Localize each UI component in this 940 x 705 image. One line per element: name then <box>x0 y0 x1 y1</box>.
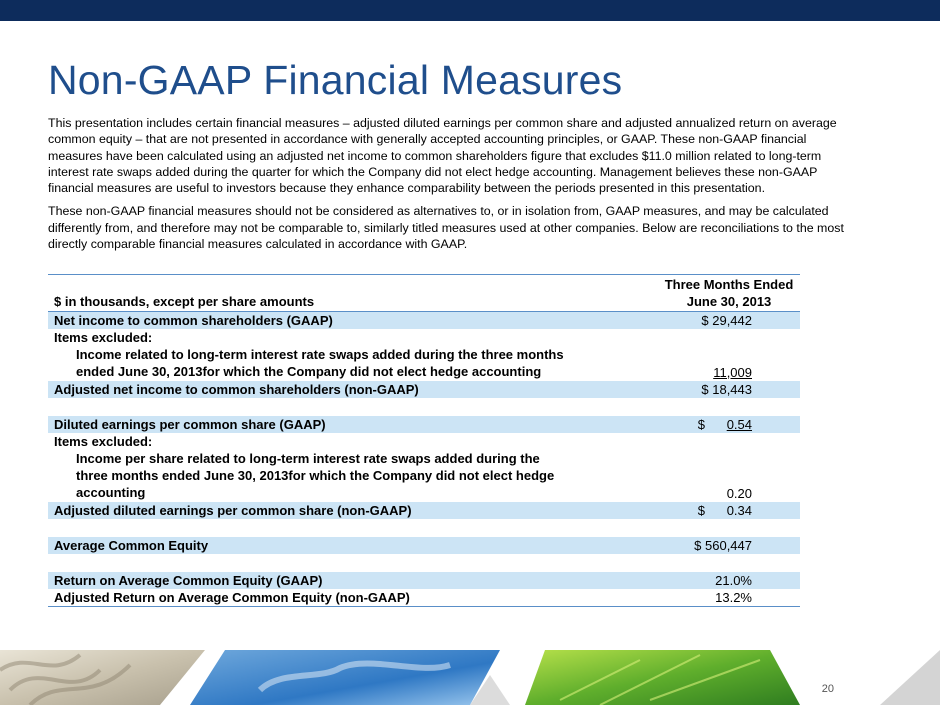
row-label: Average Common Equity <box>48 537 568 555</box>
intro-paragraph-1: This presentation includes certain financial measures – adjusted diluted earnings per common share and adjusted annualized return on average common equity – that are not presented in accordance with generally accepted accounting principles, or GAAP. These non-GAAP financial measures have been calculated using an adjusted net income to common shareholders figure that excludes $11.0 million related to long-term interest rate swaps added during the quarter for which the Company did not elect hedge accounting. Management believes these non-GAAP financial measures are useful to investors because they enhance comparability between the periods presented in this presentation. <box>48 116 837 196</box>
table-row <box>48 589 800 607</box>
row-value: 0.34 <box>726 503 752 518</box>
spacer-row <box>48 398 800 416</box>
footer-image-strip <box>0 650 940 705</box>
intro-paragraph-2: These non-GAAP financial measures should not be considered as alternatives to, or in isolation from, GAAP measures, and may be calculated differently from, and therefore may not be comparable to, similarly titled measures used at other companies. Below are reconciliations to the most directly comparable financial measures calculated in accordance with GAAP. <box>48 204 844 252</box>
table-row <box>48 312 800 330</box>
table-row <box>48 329 800 346</box>
header-period-line2: June 30, 2013 <box>686 294 772 309</box>
page-number: 20 <box>821 683 834 695</box>
table-row <box>48 346 800 381</box>
row-label: Net income to common shareholders (GAAP) <box>48 312 568 330</box>
table-row <box>48 537 800 555</box>
row-currency: $ <box>697 417 706 432</box>
row-currency: $ <box>697 503 706 518</box>
row-value: $ 29,442 <box>568 312 800 330</box>
row-value: $ 18,443 <box>568 381 800 399</box>
table-row <box>48 502 800 520</box>
row-label: Income per share related to long-term interest rate swaps added during the three months ended June 30, 2013for which the Company did not elect hedge accounting <box>76 451 555 500</box>
intro-text <box>48 115 848 259</box>
table-row <box>48 416 800 434</box>
row-label: Diluted earnings per common share (GAAP) <box>48 416 568 434</box>
row-value: 0.54 <box>726 417 752 432</box>
sky-image <box>190 650 500 705</box>
row-label: Income related to long-term interest rate swaps added during the three months ended June 30, 2013for which the Company did not elect hedge accounting <box>76 347 564 379</box>
row-label: Adjusted Return on Average Common Equity (non-GAAP) <box>48 589 568 607</box>
table-row <box>48 572 800 590</box>
row-label: Items excluded: <box>54 434 153 449</box>
table-row <box>48 450 800 502</box>
table-header-row <box>48 275 800 312</box>
row-value: 13.2% <box>568 589 800 607</box>
top-banner <box>0 0 940 21</box>
spacer-row <box>48 519 800 537</box>
reconciliation-table <box>48 274 800 607</box>
table-row <box>48 381 800 399</box>
header-period <box>568 275 800 312</box>
header-period-line1: Three Months Ended <box>664 277 794 292</box>
table-row <box>48 433 800 450</box>
row-value: $ 560,447 <box>568 537 800 555</box>
row-label: Return on Average Common Equity (GAAP) <box>48 572 568 590</box>
slide-title: Non-GAAP Financial Measures <box>48 57 623 103</box>
spacer-row <box>48 554 800 572</box>
gray-chevron <box>880 650 940 705</box>
row-value: 11,009 <box>713 364 752 380</box>
row-label: Items excluded: <box>54 330 153 345</box>
row-value: 0.20 <box>726 485 752 501</box>
row-value: 21.0% <box>568 572 800 590</box>
header-label: $ in thousands, except per share amounts <box>48 275 568 312</box>
row-label: Adjusted net income to common shareholders (non-GAAP) <box>48 381 568 399</box>
row-label: Adjusted diluted earnings per common share (non-GAAP) <box>48 502 568 520</box>
